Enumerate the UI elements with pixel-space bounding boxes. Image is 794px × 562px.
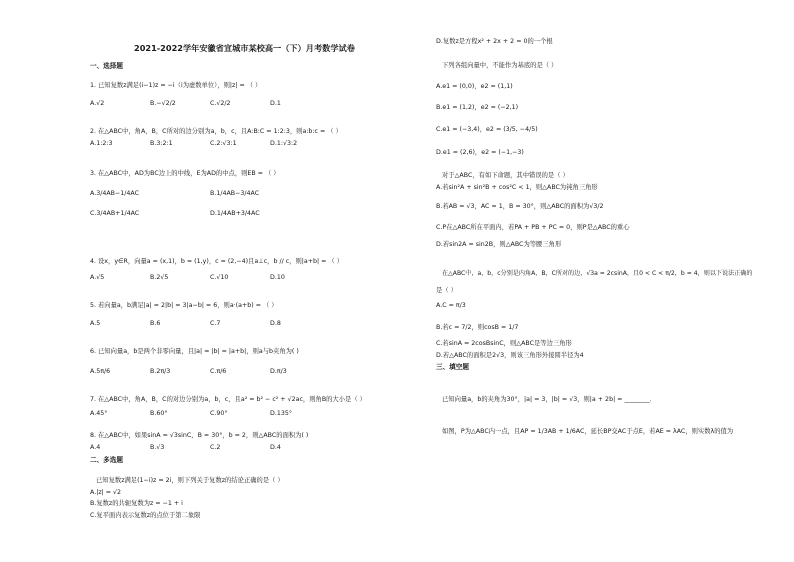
question-11-option-d: D.若sin2A = sin2B，则△ABC为等腰三角形 <box>436 241 562 248</box>
question-6-option-d: D.π/3 <box>270 368 287 375</box>
question-3-option-d: D.1/4AB+3/4AC <box>210 210 260 217</box>
question-6-option-c: C.π/6 <box>210 368 227 375</box>
question-2-option-c: C.2:√3:1 <box>210 140 237 147</box>
question-6-option-b: B.2π/3 <box>150 368 171 375</box>
question-9-option-d: D.复数z是方程x² + 2x + 2 = 0的一个根 <box>436 38 553 45</box>
question-2-option-b: B.3:2:1 <box>150 140 173 147</box>
question-6-option-a: A.5π/6 <box>90 368 111 375</box>
question-4-stem: 4. 设x，y∈R，向量a = (x,1)，b = (1,y)，c = (2,−4)且a⊥c，b // c，则|a+b| = （ ） <box>90 258 344 265</box>
question-10-option-d: D.e1 = (2,6)，e2 = (−1,−3) <box>436 149 524 156</box>
question-1-option-b: B.−√2/2 <box>150 100 176 107</box>
question-2-option-d: D.1:√3:2 <box>270 140 298 147</box>
question-9-stem: 已知复数z满足(1−i)z = 2i，则下列关于复数z的结论正确的是（ ） <box>96 477 284 484</box>
question-8-option-b: B.√3 <box>150 444 165 451</box>
question-10-option-a: A.e1 = (0,0)，e2 = (1,1) <box>436 83 513 90</box>
question-4-option-b: B.2√5 <box>150 274 169 281</box>
question-4-option-c: C.√10 <box>210 274 229 281</box>
question-12-stem: 在△ABC中，a，b，c分别是内角A，B，C所对的边，√3a = 2csinA，且0 < C < π/2，b = 4，则以下说法正确的 <box>442 270 753 277</box>
question-12-option-d: D.若△ABC的面积是2√3，则该三角形外接圆半径为4 <box>436 352 584 359</box>
question-2-option-a: A.1:2:3 <box>90 140 113 147</box>
question-1-option-c: C.√2/2 <box>210 100 231 107</box>
question-7-option-b: B.60° <box>150 410 168 417</box>
question-1-option-a: A.√2 <box>90 100 105 107</box>
section-heading-choice: 一、选择题 <box>90 62 123 70</box>
question-8-option-d: D.4 <box>270 444 281 451</box>
question-3-option-c: C.3/4AB+1/4AC <box>90 210 140 217</box>
question-5-stem: 5. 若向量a，b满足|a| = 2|b| = 3|a−b| = 6，则a·(a+b) = （ ） <box>90 302 278 309</box>
question-3-option-b: B.1/4AB−3/4AC <box>210 190 260 197</box>
question-5-option-b: B.6 <box>150 320 161 327</box>
question-12-option-b: B.若c = 7/2，则cosB = 1/7 <box>436 324 519 331</box>
question-3-stem: 3. 在△ABC中，AD为BC边上的中线，E为AD的中点，则EB = （ ） <box>90 170 280 177</box>
question-7-option-d: D.135° <box>270 410 293 417</box>
question-2-stem: 2. 在△ABC中，角A，B，C所对的边分别为a，b，c，且A:B:C = 1:2:3，则a:b:c = （ ） <box>90 128 342 135</box>
question-13-stem: 已知向量a，b的夹角为30°，|a| = 3，|b| = √3，则|a + 2b| = ________． <box>442 396 656 403</box>
question-8-stem: 8. 在△ABC中，如果sinA = √3sinC，B = 30°，b = 2，则△ABC的面积为( ) <box>90 432 309 439</box>
question-4-option-d: D.10 <box>270 274 285 281</box>
question-11-option-a: A.若sin²A + sin²B + cos²C < 1，则△ABC为钝角三角形 <box>436 184 598 191</box>
question-8-option-c: C.2 <box>210 444 221 451</box>
question-8-option-a: A.4 <box>90 444 101 451</box>
section-heading-fill: 三、填空题 <box>436 363 469 371</box>
question-11-stem: 对于△ABC，有如下命题，其中错误的是（ ） <box>442 172 569 179</box>
question-5-option-a: A.5 <box>90 320 101 327</box>
question-1-option-d: D.1 <box>270 100 281 107</box>
question-7-option-a: A.45° <box>90 410 108 417</box>
question-7-stem: 7. 在△ABC中，角A，B，C的对边分别为a，b，c，且a² = b² − c² + √2ac，则角B的大小是（ ） <box>90 396 366 403</box>
question-12-stem-continued: 是（ ） <box>436 287 457 294</box>
question-12-option-c: C.若sinA = 2cosBsinC，则△ABC是等边三角形 <box>436 340 572 347</box>
question-11-option-c: C.P在△ABC所在平面内，若PA + PB + PC = 0，则P是△ABC的重心 <box>436 224 630 231</box>
page-title: 2021-2022学年安徽省宣城市某校高一（下）月考数学试卷 <box>134 43 355 53</box>
question-9-option-a: A.|z| = √2 <box>90 489 122 496</box>
question-6-stem: 6. 已知向量a，b是两个非零向量，且|a| = |b| = |a+b|，则a与b夹角为( ) <box>90 348 299 355</box>
question-9-option-b: B.复数z的共轭复数为z = −1 + i <box>90 500 183 507</box>
question-10-option-b: B.e1 = (1,2)，e2 = (−2,1) <box>436 104 519 111</box>
question-4-option-a: A.√5 <box>90 274 105 281</box>
question-14-stem: 如图，P为△ABC内一点，且AP = 1/3AB + 1/6AC，延长BP交AC于点E，若AE = λAC，则实数λ的值为 <box>442 428 734 435</box>
section-heading-multi: 二、多选题 <box>90 456 123 464</box>
question-9-option-c: C.复平面内表示复数z的点位于第二象限 <box>90 512 201 519</box>
question-3-option-a: A.3/4AB−1/4AC <box>90 190 139 197</box>
question-5-option-d: D.8 <box>270 320 281 327</box>
question-10-option-c: C.e1 = (−3,4)，e2 = (3/5, −4/5) <box>436 126 538 133</box>
question-7-option-c: C.90° <box>210 410 228 417</box>
question-11-option-b: B.若AB = √3，AC = 1，B = 30°，则△ABC的面积为√3/2 <box>436 203 604 210</box>
question-1-stem: 1. 已知复数z满足(i−1)z = −i（i为虚数单位），则|z| = （ ） <box>90 82 262 89</box>
question-12-option-a: A.C = π/3 <box>436 302 466 309</box>
question-10-stem: 下列各组向量中，不能作为基底的是（ ） <box>442 62 558 69</box>
question-5-option-c: C.7 <box>210 320 221 327</box>
